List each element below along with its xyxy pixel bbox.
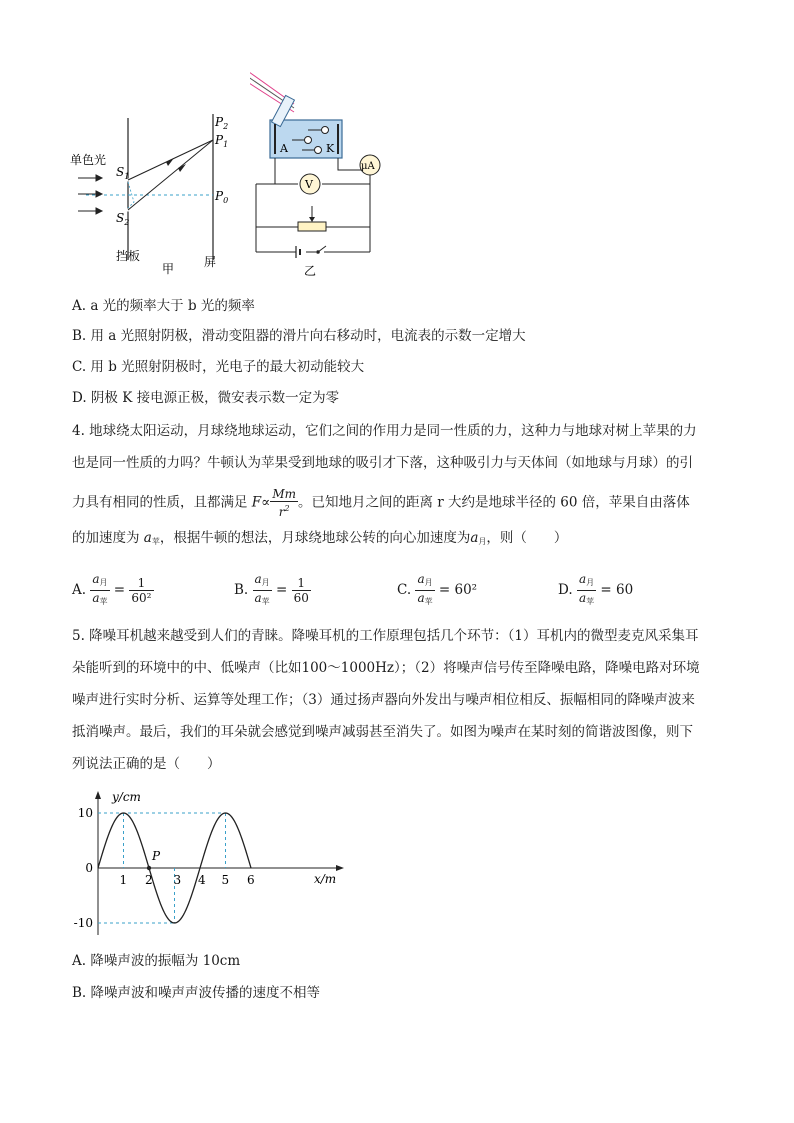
x-axis-arrow <box>336 865 344 871</box>
y-tick-label: 0 <box>85 861 93 875</box>
q5-line-1: 5. 降噪耳机越来越受到人们的青睐。降噪耳机的工作原理包括几个环节：（1）耳机内的微型麦克风采集耳 <box>72 628 699 644</box>
figure-jia <box>66 110 246 275</box>
anode-label: A <box>280 142 288 155</box>
q3-option-d: D. 阴极 K 接电源正极，微安表示数一定为零 <box>72 390 340 406</box>
q4-option-d: D. $\frac{a_月}{a_苹}$ = 60 <box>558 572 634 606</box>
figure-yi-caption: 乙 <box>304 264 317 278</box>
microammeter-label: μA <box>361 161 375 172</box>
wave-chart <box>70 785 350 945</box>
y-tick-label: 10 <box>77 806 93 820</box>
q4-line-1: 4. 地球绕太阳运动，月球绕地球运动，它们之间的作用力是同一性质的力，这种力与地球对树上苹果的力 <box>72 423 697 439</box>
incident-light-label: 单色光 <box>70 153 107 167</box>
cathode-label: K <box>326 142 335 155</box>
x-tick-label: 6 <box>247 873 255 887</box>
formula-f: F <box>251 494 262 511</box>
q3-option-b: B. 用 a 光照射阴极，滑动变阻器的滑片向右移动时，电流表的示数一定增大 <box>72 328 526 344</box>
q5-line-3: 噪声进行实时分析、运算等处理工作；（3）通过扬声器向外发出与噪声相位相反、振幅相同的降噪声波来 <box>72 692 695 708</box>
s2-label: $S_2$ <box>116 211 130 227</box>
point-p-label: P <box>152 849 161 863</box>
p0-label: $P_0$ <box>215 189 229 205</box>
q4-option-a: A. $\frac{a_月}{a_苹}$ = $\frac{1}{\text{60²}}$ <box>72 572 152 606</box>
rheostat <box>298 222 326 231</box>
screen-label: 屏 <box>204 255 217 269</box>
y-axis-label: y/cm <box>112 790 141 804</box>
p1-label: $P_1$ <box>215 133 229 149</box>
x-axis-label: x/m <box>314 872 337 886</box>
q4-option-c: C. $\frac{a_月}{a_苹}$ = 60² <box>397 572 478 606</box>
q5-line-4: 抵消噪声。最后，我们的耳朵就会感觉到噪声减弱甚至消失了。如图为噪声在某时刻的简谐波图像，则下 <box>72 724 693 740</box>
q5-option-a: A. 降噪声波的振幅为 10cm <box>72 953 241 969</box>
q4-line-2: 也是同一性质的力吗？牛顿认为苹果受到地球的吸引才下落，这种吸引力与天体间（如地球与月球）的引 <box>72 455 693 471</box>
q4-option-b: B. $\frac{a_月}{a_苹}$ = $\frac{1}{60}$ <box>234 572 309 606</box>
q4-line-3: 力具有相同的性质，且都满足 F∝ $\frac{Mm}{r^2}$ 。已知地月之间的距离 r 大约是地球半径的 60 倍，苹果自由落体 <box>72 487 690 519</box>
x-tick-label: 3 <box>173 873 182 887</box>
x-tick-label: 2 <box>145 873 153 887</box>
x-tick-label: 1 <box>119 873 128 887</box>
p2-label: $P_2$ <box>215 115 229 131</box>
point-p <box>147 866 151 870</box>
voltmeter-label: V <box>305 178 313 191</box>
barrier-label: 挡板 <box>116 249 141 263</box>
s1-label: $S_1$ <box>116 165 130 181</box>
y-tick-label: -10 <box>73 916 93 930</box>
q3-option-c: C. 用 b 光照射阴极时，光电子的最大初动能较大 <box>72 359 365 375</box>
x-tick-label: 4 <box>198 873 206 887</box>
q5-line-2: 朵能听到的环境中的中、低噪声（比如100～1000Hz）；（2）将噪声信号传至降噪电路，降噪电路对环境 <box>72 660 700 676</box>
q4-line-4: 的加速度为 $a_苹$，根据牛顿的想法，月球绕地球公转的向心加速度为$a_月$，则（ ） <box>72 530 568 546</box>
y-axis-arrow <box>95 791 101 799</box>
q5-option-b: B. 降噪声波和噪声声波传播的速度不相等 <box>72 985 321 1001</box>
figure-yi <box>250 62 390 280</box>
formula-fraction: $\frac{Mm}{r^2}$ <box>272 487 296 519</box>
q3-option-a: A. a 光的频率大于 b 光的频率 <box>72 298 255 314</box>
x-tick-label: 5 <box>221 873 230 887</box>
figure-jia-caption: 甲 <box>162 262 175 275</box>
q5-line-5: 列说法正确的是（ ） <box>72 756 221 772</box>
